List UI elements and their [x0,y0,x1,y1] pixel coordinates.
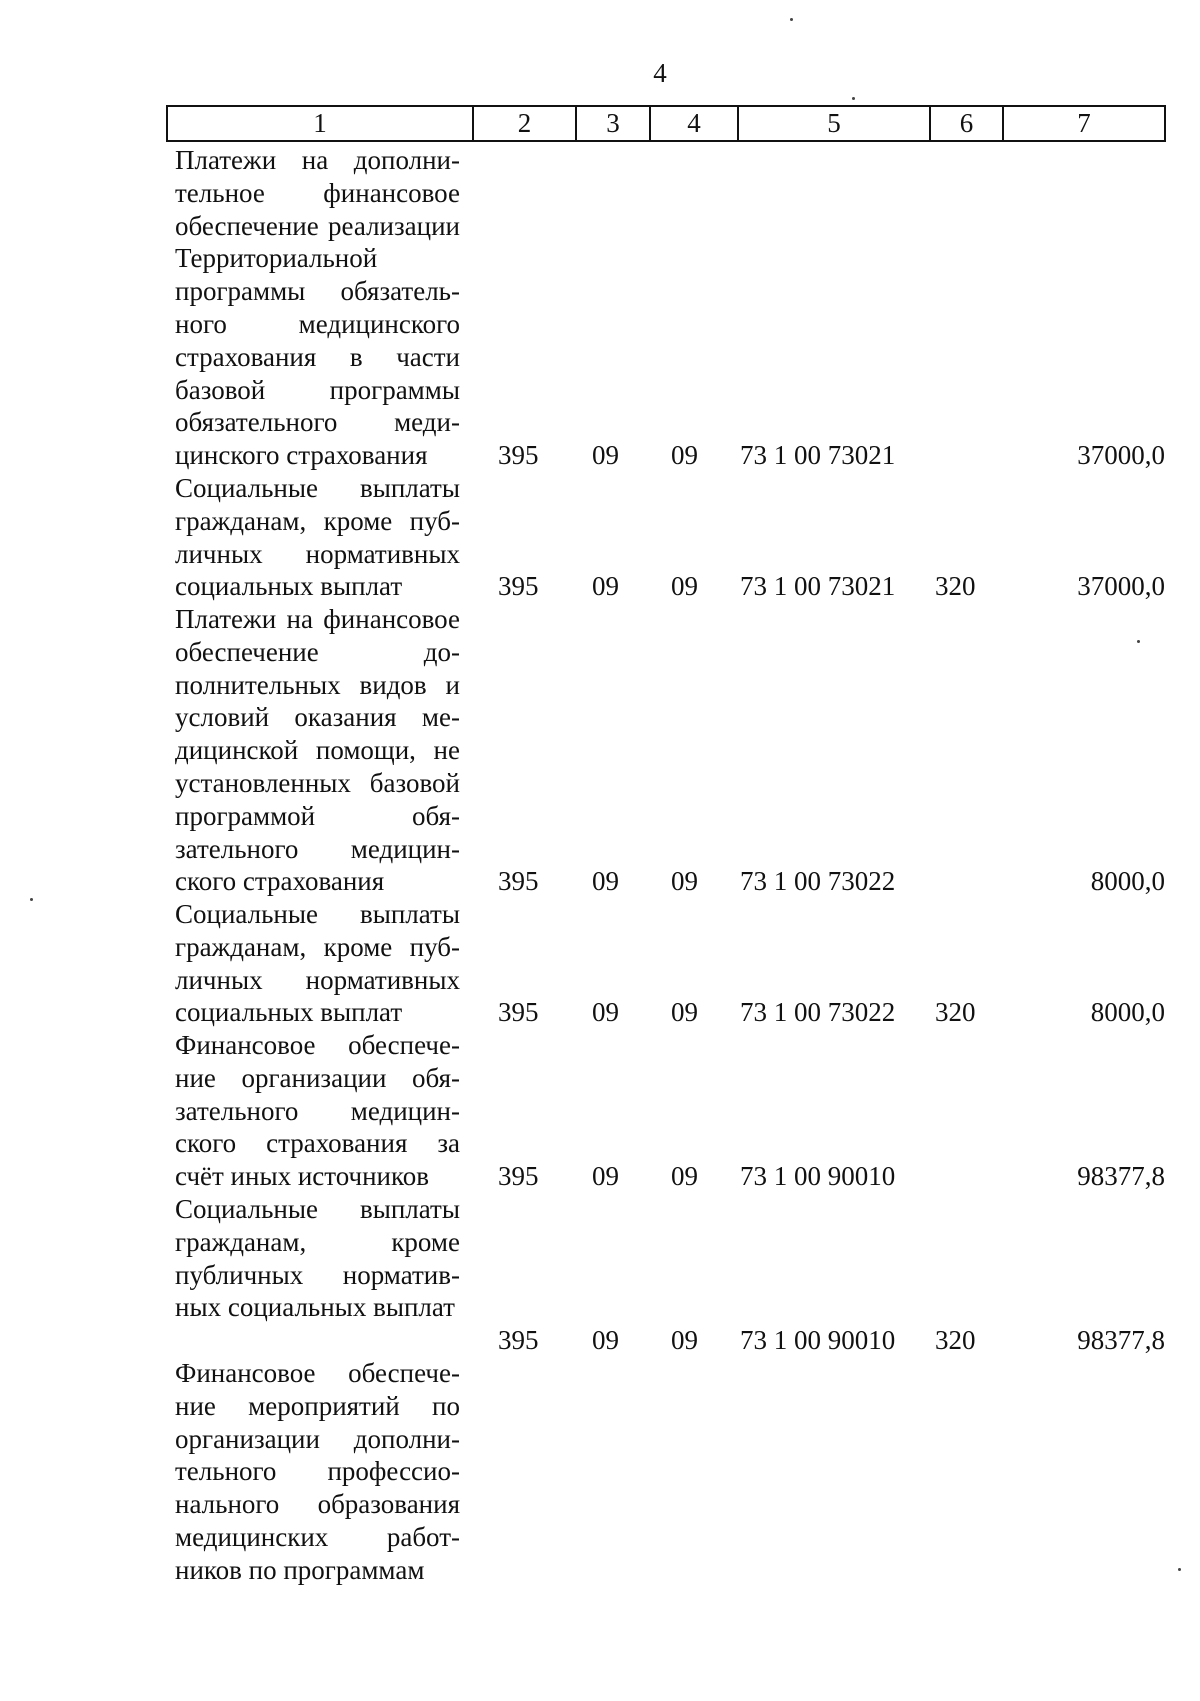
row-description: Платежи на дополнительное финансовое обеспечение реализации Территориальной программы обязательного медицинского страхования в части базовой программы обязательного медицинского страхования [175,145,460,471]
row-section-code: 09 [592,1325,619,1356]
scan-speck [852,97,855,100]
row-expense-type: 320 [935,997,976,1028]
row-subsection-code: 09 [671,1161,698,1192]
table-row [175,898,1165,1029]
table-row [175,1357,1165,1587]
row-subsection-code: 09 [671,440,698,471]
row-amount: 8000,0 [1090,997,1165,1028]
row-ministry-code: 395 [498,1325,539,1356]
row-section-code: 09 [592,997,619,1028]
page-number: 4 [653,58,667,88]
column-header-2: 2 [473,106,576,141]
row-description: Социальные выплаты гражданам, кроме публичных нормативных социальных выплат [175,1194,460,1323]
row-ministry-code: 395 [498,997,539,1028]
row-description: Социальные выплаты гражданам, кроме публичных нормативных социальных выплат [175,899,460,1028]
row-ministry-code: 395 [498,571,539,602]
row-amount: 8000,0 [1090,866,1165,897]
column-header-table [166,105,1166,142]
row-subsection-code: 09 [671,1325,698,1356]
row-amount: 98377,8 [1077,1161,1165,1192]
row-section-code: 09 [592,571,619,602]
row-amount: 37000,0 [1077,571,1165,602]
row-target-code: 73 1 00 90010 [740,1325,896,1356]
row-expense-type: 320 [935,1325,976,1356]
column-header-3: 3 [576,106,650,141]
row-target-code: 73 1 00 73021 [740,440,896,471]
table-row [175,472,1165,603]
row-subsection-code: 09 [671,571,698,602]
row-section-code: 09 [592,1161,619,1192]
scan-speck [1137,640,1140,643]
scan-speck [790,18,793,21]
column-header-7: 7 [1003,106,1165,141]
row-ministry-code: 395 [498,1161,539,1192]
row-description: Финансовое обеспечение мероприятий по организации дополнительного профессионального образования медицинских работников по программам [175,1358,460,1585]
row-ministry-code: 395 [498,440,539,471]
row-amount: 98377,8 [1077,1325,1165,1356]
table-row [175,1193,1165,1357]
table-row [175,1029,1165,1193]
row-description: Социальные выплаты гражданам, кроме публичных нормативных социальных выплат [175,473,460,602]
column-header-6: 6 [930,106,1003,141]
row-description: Финансовое обеспечение организации обязательного медицинского страхования за счёт иных источников [175,1030,460,1192]
table-row [175,144,1165,472]
row-subsection-code: 09 [671,866,698,897]
row-amount: 37000,0 [1077,440,1165,471]
row-ministry-code: 395 [498,866,539,897]
row-target-code: 73 1 00 73022 [740,997,896,1028]
row-target-code: 73 1 00 73022 [740,866,896,897]
column-header-1: 1 [167,106,473,141]
column-header-4: 4 [650,106,738,141]
scan-speck [1178,1568,1181,1571]
row-description: Платежи на финансовое обеспечение дополнительных видов и условий оказания медицинской помощи, не установленных базовой программой обязательного медицинского страхования [175,604,460,897]
table-row [175,603,1165,898]
row-section-code: 09 [592,440,619,471]
scan-speck [30,898,33,901]
row-subsection-code: 09 [671,997,698,1028]
column-header-5: 5 [738,106,930,141]
row-target-code: 73 1 00 90010 [740,1161,896,1192]
row-section-code: 09 [592,866,619,897]
row-expense-type: 320 [935,571,976,602]
row-target-code: 73 1 00 73021 [740,571,896,602]
